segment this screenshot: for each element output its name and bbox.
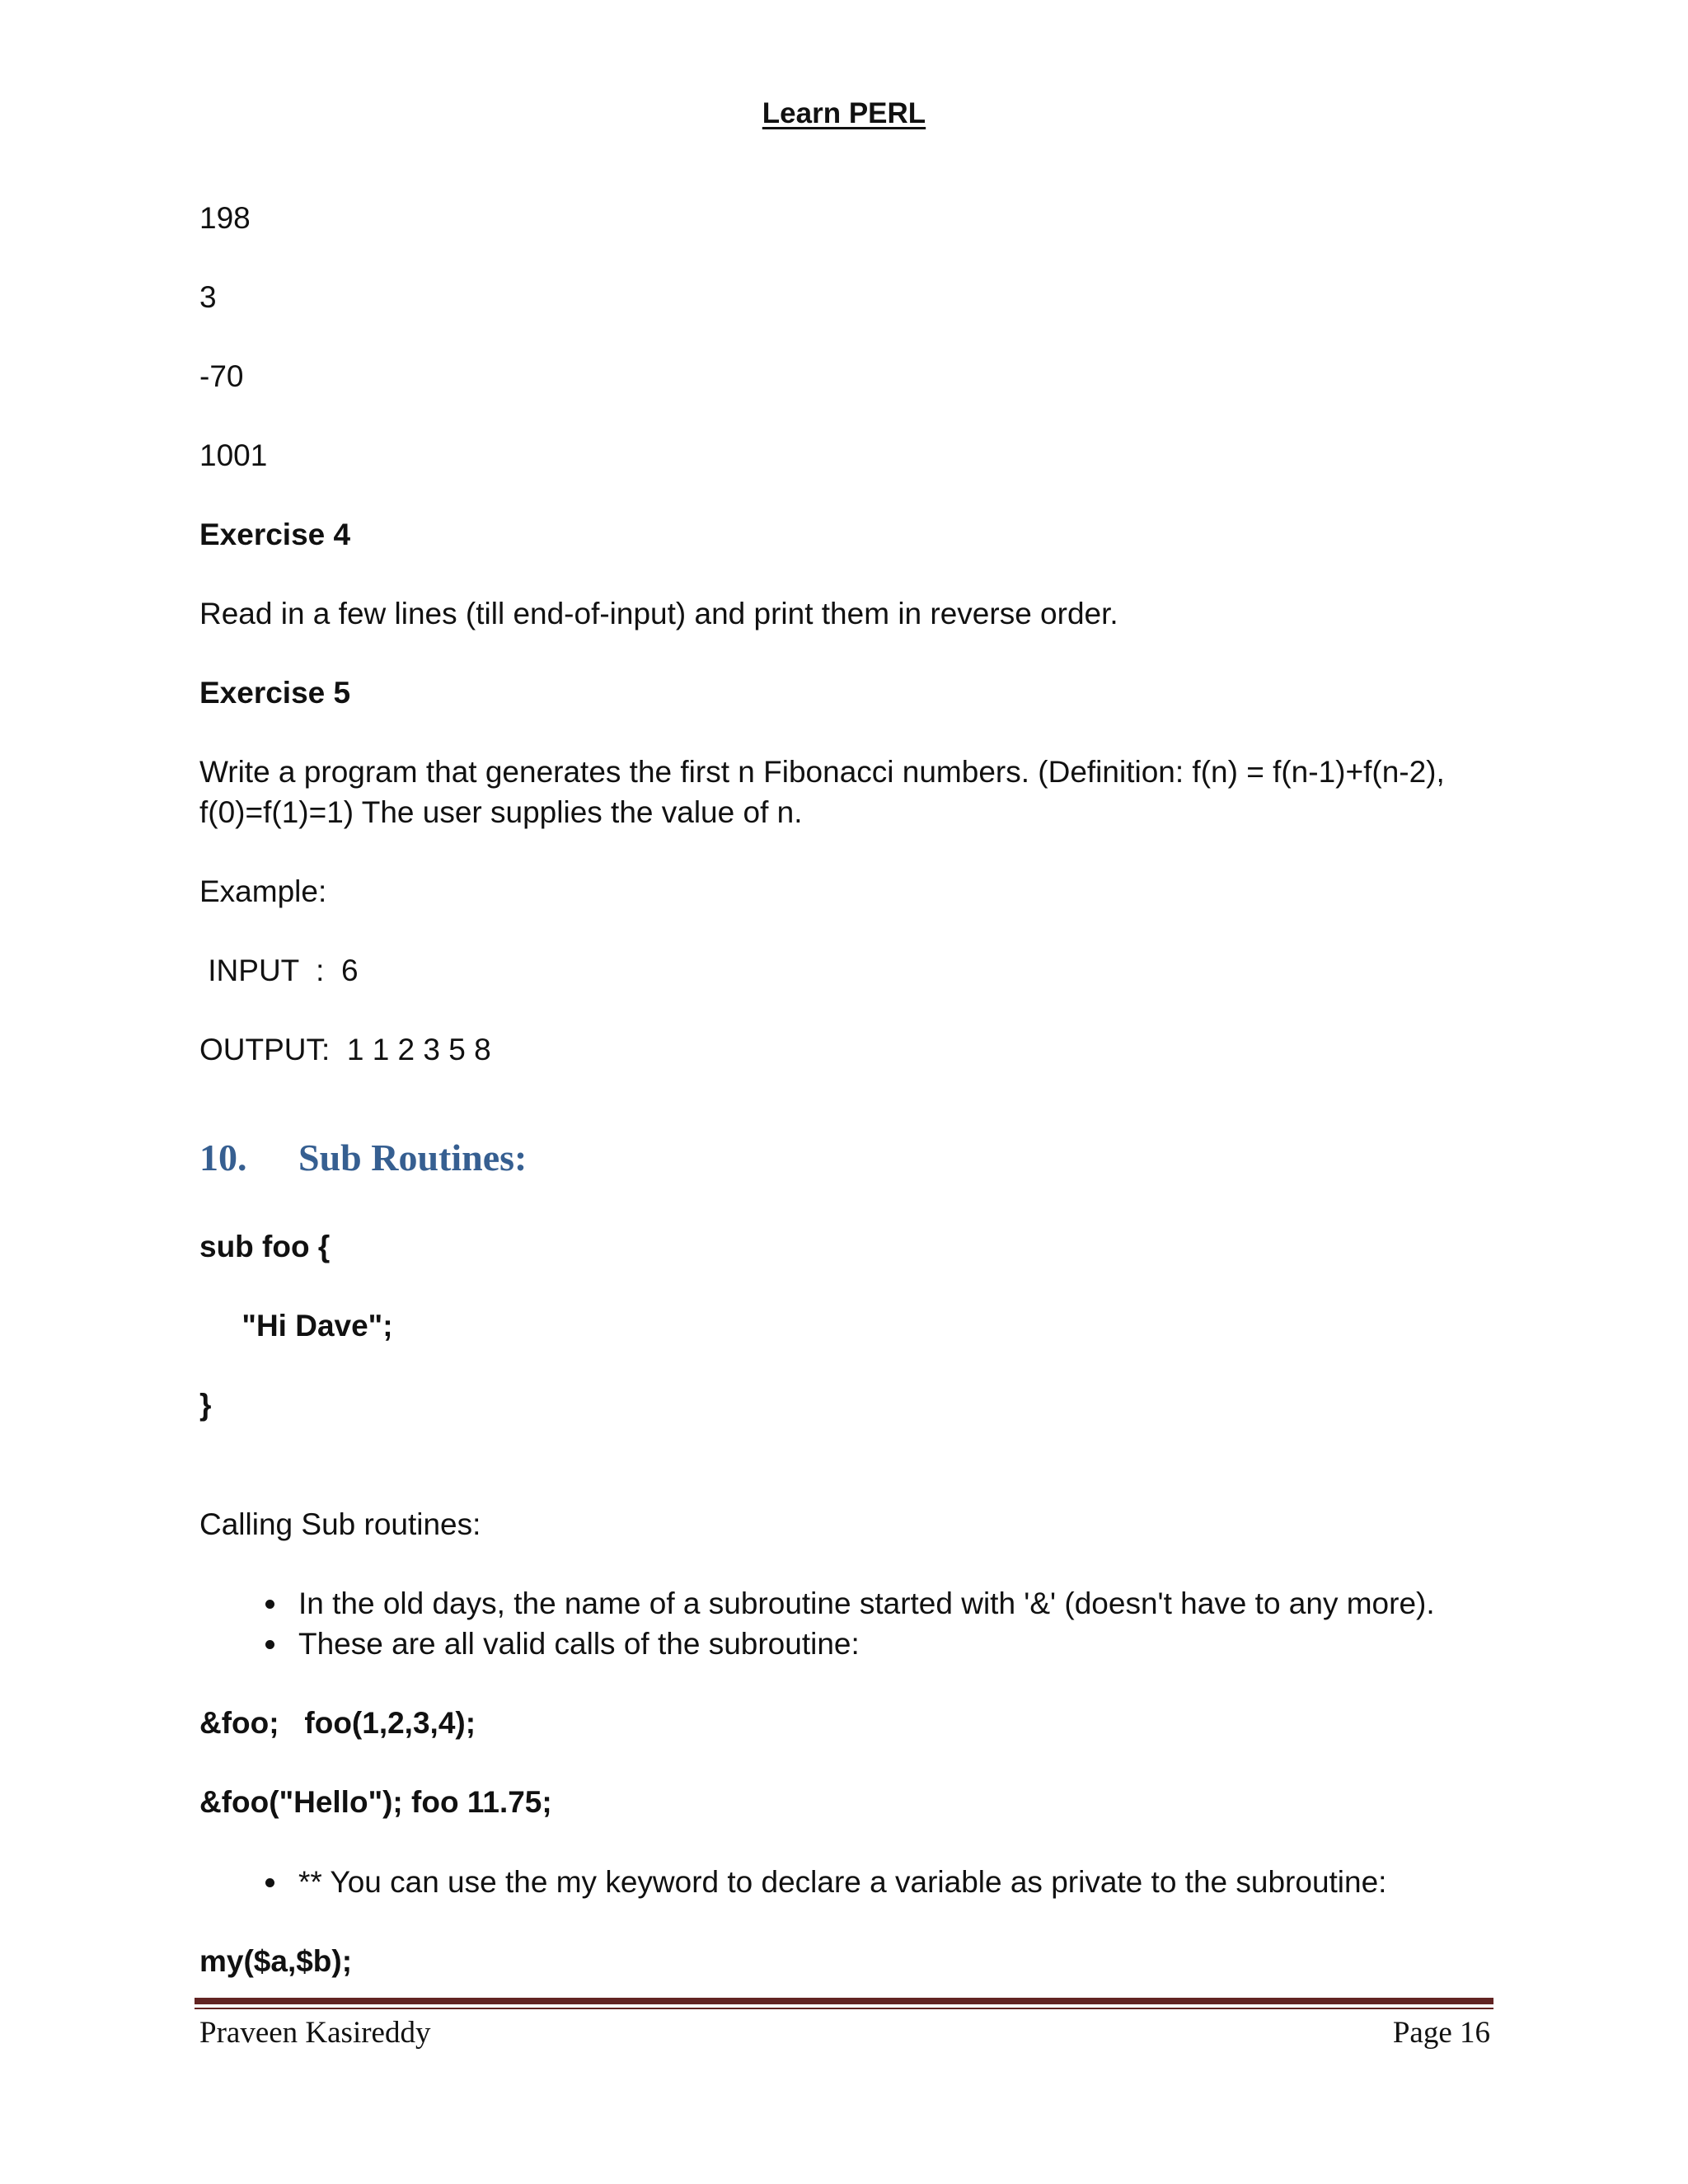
bullet-list <box>199 1862 1493 1902</box>
section-number: 10. <box>199 1137 247 1179</box>
exercise-4-title: Exercise 4 <box>199 518 351 551</box>
page-header-title: Learn PERL <box>762 97 926 129</box>
footer-page-number: Page 16 <box>1392 2016 1490 2050</box>
bullet-icon <box>265 1600 274 1609</box>
bullet-icon <box>265 1878 274 1887</box>
code-line: &foo; foo(1,2,3,4); <box>199 1706 476 1740</box>
example-input-line: INPUT : 6 <box>199 954 359 987</box>
number-line: -70 <box>199 359 244 393</box>
bullet-list <box>199 1583 1493 1664</box>
bullet-icon <box>265 1640 274 1649</box>
example-output-line: OUTPUT: 1 1 2 3 5 8 <box>199 1033 491 1066</box>
list-item <box>199 1624 1493 1664</box>
code-line: } <box>199 1388 212 1422</box>
code-line: my($a,$b); <box>199 1944 353 1978</box>
code-line: &foo("Hello"); foo 11.75; <box>199 1785 552 1819</box>
list-item-text: In the old days, the name of a subroutine started with '&' (doesn't have to any more). <box>298 1586 1435 1620</box>
number-line: 3 <box>199 280 217 314</box>
section-title: Sub Routines: <box>298 1137 528 1179</box>
list-item-text: These are all valid calls of the subroutine: <box>298 1627 860 1661</box>
exercise-5-title: Exercise 5 <box>199 676 351 710</box>
exercise-5-text: Write a program that generates the first n Fibonacci numbers. (Definition: f(n) = f(n-1)+f(n-2), f(0)=f(1)=1) The user supplies the value of n. <box>199 755 1445 829</box>
list-item <box>199 1583 1493 1624</box>
footer-author: Praveen Kasireddy <box>199 2016 431 2050</box>
list-item-text: ** You can use the my keyword to declare a variable as private to the subroutine: <box>298 1865 1387 1899</box>
code-line: sub foo { <box>199 1230 331 1263</box>
footer-divider <box>195 1998 1493 2004</box>
number-line: 1001 <box>199 438 268 472</box>
code-line: "Hi Dave"; <box>199 1309 393 1343</box>
number-line: 198 <box>199 201 251 235</box>
exercise-4-text: Read in a few lines (till end-of-input) and print them in reverse order. <box>199 597 1118 630</box>
section-heading <box>199 1133 527 1183</box>
footer-divider <box>195 2008 1493 2009</box>
list-item <box>199 1862 1493 1902</box>
example-label: Example: <box>199 874 327 908</box>
calling-subroutines-label: Calling Sub routines: <box>199 1507 481 1541</box>
